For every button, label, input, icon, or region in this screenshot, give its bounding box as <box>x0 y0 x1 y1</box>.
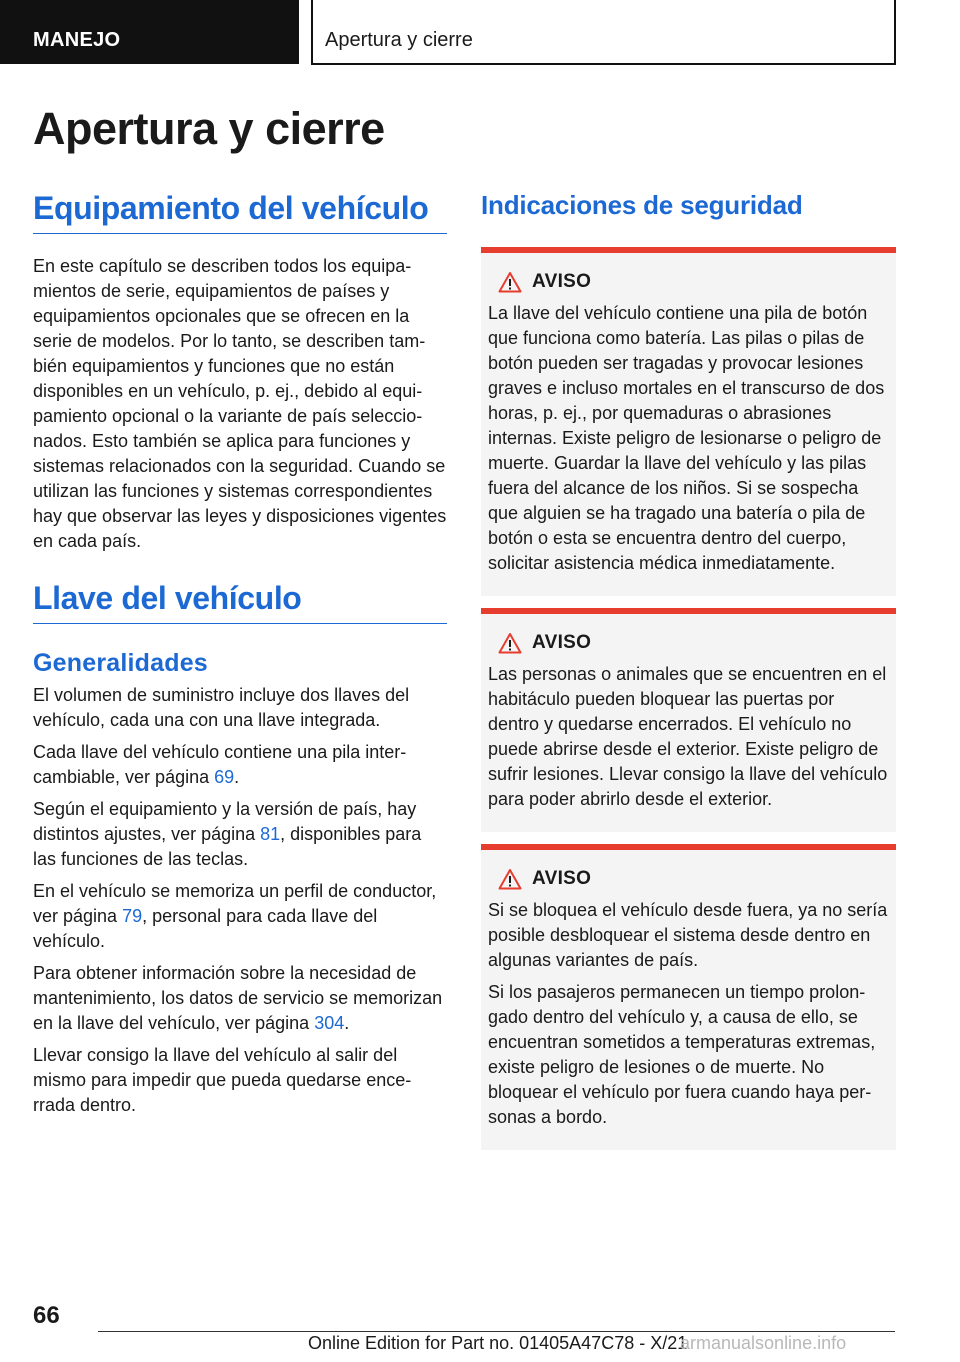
page-number: 66 <box>33 1302 60 1329</box>
page-link-69[interactable]: 69 <box>214 766 235 787</box>
footer-watermark: armanualsonline.info <box>680 1333 847 1353</box>
page-link-79[interactable]: 79 <box>122 905 143 926</box>
paragraph-driver-profile: En el vehículo se memoriza un perfil de conductor, ver página 79, personal para cada llave del vehículo. <box>33 880 437 951</box>
section-tab <box>0 0 299 64</box>
heading-vehicle-key: Llave del vehículo <box>33 580 447 624</box>
paragraph-battery: Cada llave del vehículo contiene una pila intercambiable, ver página 69. <box>33 741 407 787</box>
warning-text: La llave del vehículo contiene una pila de botón que funciona como batería. Las pilas o pilas de botón pueden ser tragadas y provocar lesiones graves e incluso mortales en el transcurso de dos horas, p. ej., por quemaduras o abrasiones internas. Existe peligro de lesionarse o peligro de muerte. Guardar la llave del vehículo y las pilas fuera del alcance de los niños. Si se sospecha que alguien se ha tragado una batería o pila de botón o esta se encuentra dentro del cuerpo, solicitar asistencia médica inmediatamente. <box>488 303 885 573</box>
heading-equipment: Equipamiento del vehículo <box>33 190 447 234</box>
chapter-tab <box>311 0 896 65</box>
warning-title: AVISO <box>532 868 592 889</box>
right-column <box>481 190 896 1150</box>
warning-text: Si se bloquea el vehículo desde fuera, ya no sería posible desbloquear el sistema desde dentro en algunas variantes de país. <box>488 900 888 970</box>
paragraph-carry-key: Llevar consigo la llave del vehículo al salir del mismo para impedir que pueda quedarse encerrada dentro. <box>33 1044 412 1115</box>
paragraph-equipment: En este capítulo se describen todos los equipamientos de serie, equipamientos de países y equipamientos opcionales que se ofrecen en la serie de modelos. Por lo tanto, se describen también equipamientos y funciones que no están disponibles en un vehículo, p. ej., debido al equipamiento opcional o la variante de país seleccionados. Esto también se aplica para funciones y sistemas relacionados con la seguridad. Cuando se utilizan las funciones y sistemas correspondientes hay que observar las leyes y disposiciones vigentes en cada país. <box>33 255 447 551</box>
warning-text: Las personas o animales que se encuentren en el habitáculo pueden bloquear las puertas por dentro y quedarse encerrados. El vehículo no puede abrirse desde el exterior. Existe peligro de sufrir lesiones. Llevar consigo la llave del vehículo para poder abrirlo desde el exterior. <box>488 664 888 809</box>
warning-triangle-icon <box>498 271 522 293</box>
warning-box-locked-in <box>481 608 896 832</box>
heading-general: Generalidades <box>33 648 208 677</box>
warning-box-external-lock <box>481 844 896 1150</box>
warning-box-battery <box>481 247 896 596</box>
chapter-label: Apertura y cierre <box>325 29 473 51</box>
paragraph-keys-supplied: El volumen de suministro incluye dos llaves del vehículo, cada una con una llave integrada. <box>33 684 410 730</box>
paragraph-settings: Según el equipamiento y la versión de país, hay distintos ajustes, ver página 81, disponibles para las funciones de las teclas. <box>33 798 422 869</box>
left-column <box>33 190 447 1125</box>
footer-divider <box>98 1331 895 1332</box>
page-link-304[interactable]: 304 <box>314 1012 345 1033</box>
warning-title: AVISO <box>532 632 592 653</box>
warning-title: AVISO <box>532 271 592 292</box>
warning-triangle-icon <box>498 868 522 890</box>
footer-edition: Online Edition for Part no. 01405A47C78 - X/21 <box>308 1333 688 1353</box>
page-link-81[interactable]: 81 <box>260 823 281 844</box>
heading-safety: Indicaciones de seguridad <box>481 190 803 220</box>
page-title: Apertura y cierre <box>33 103 385 154</box>
paragraph-service-data: Para obtener información sobre la necesidad de mantenimiento, los datos de servicio se memorizan en la llave del vehículo, ver página 304. <box>33 962 443 1033</box>
warning-triangle-icon <box>498 632 522 654</box>
section-label: MANEJO <box>33 29 121 51</box>
warning-text: Si los pasajeros permanecen un tiempo prolongado dentro del vehículo y, a causa de ello, se encuentran sometidos a temperaturas extremas, existe peligro de lesiones o de muerte. No bloquear el vehículo por fuera cuando haya personas a bordo. <box>488 982 876 1127</box>
